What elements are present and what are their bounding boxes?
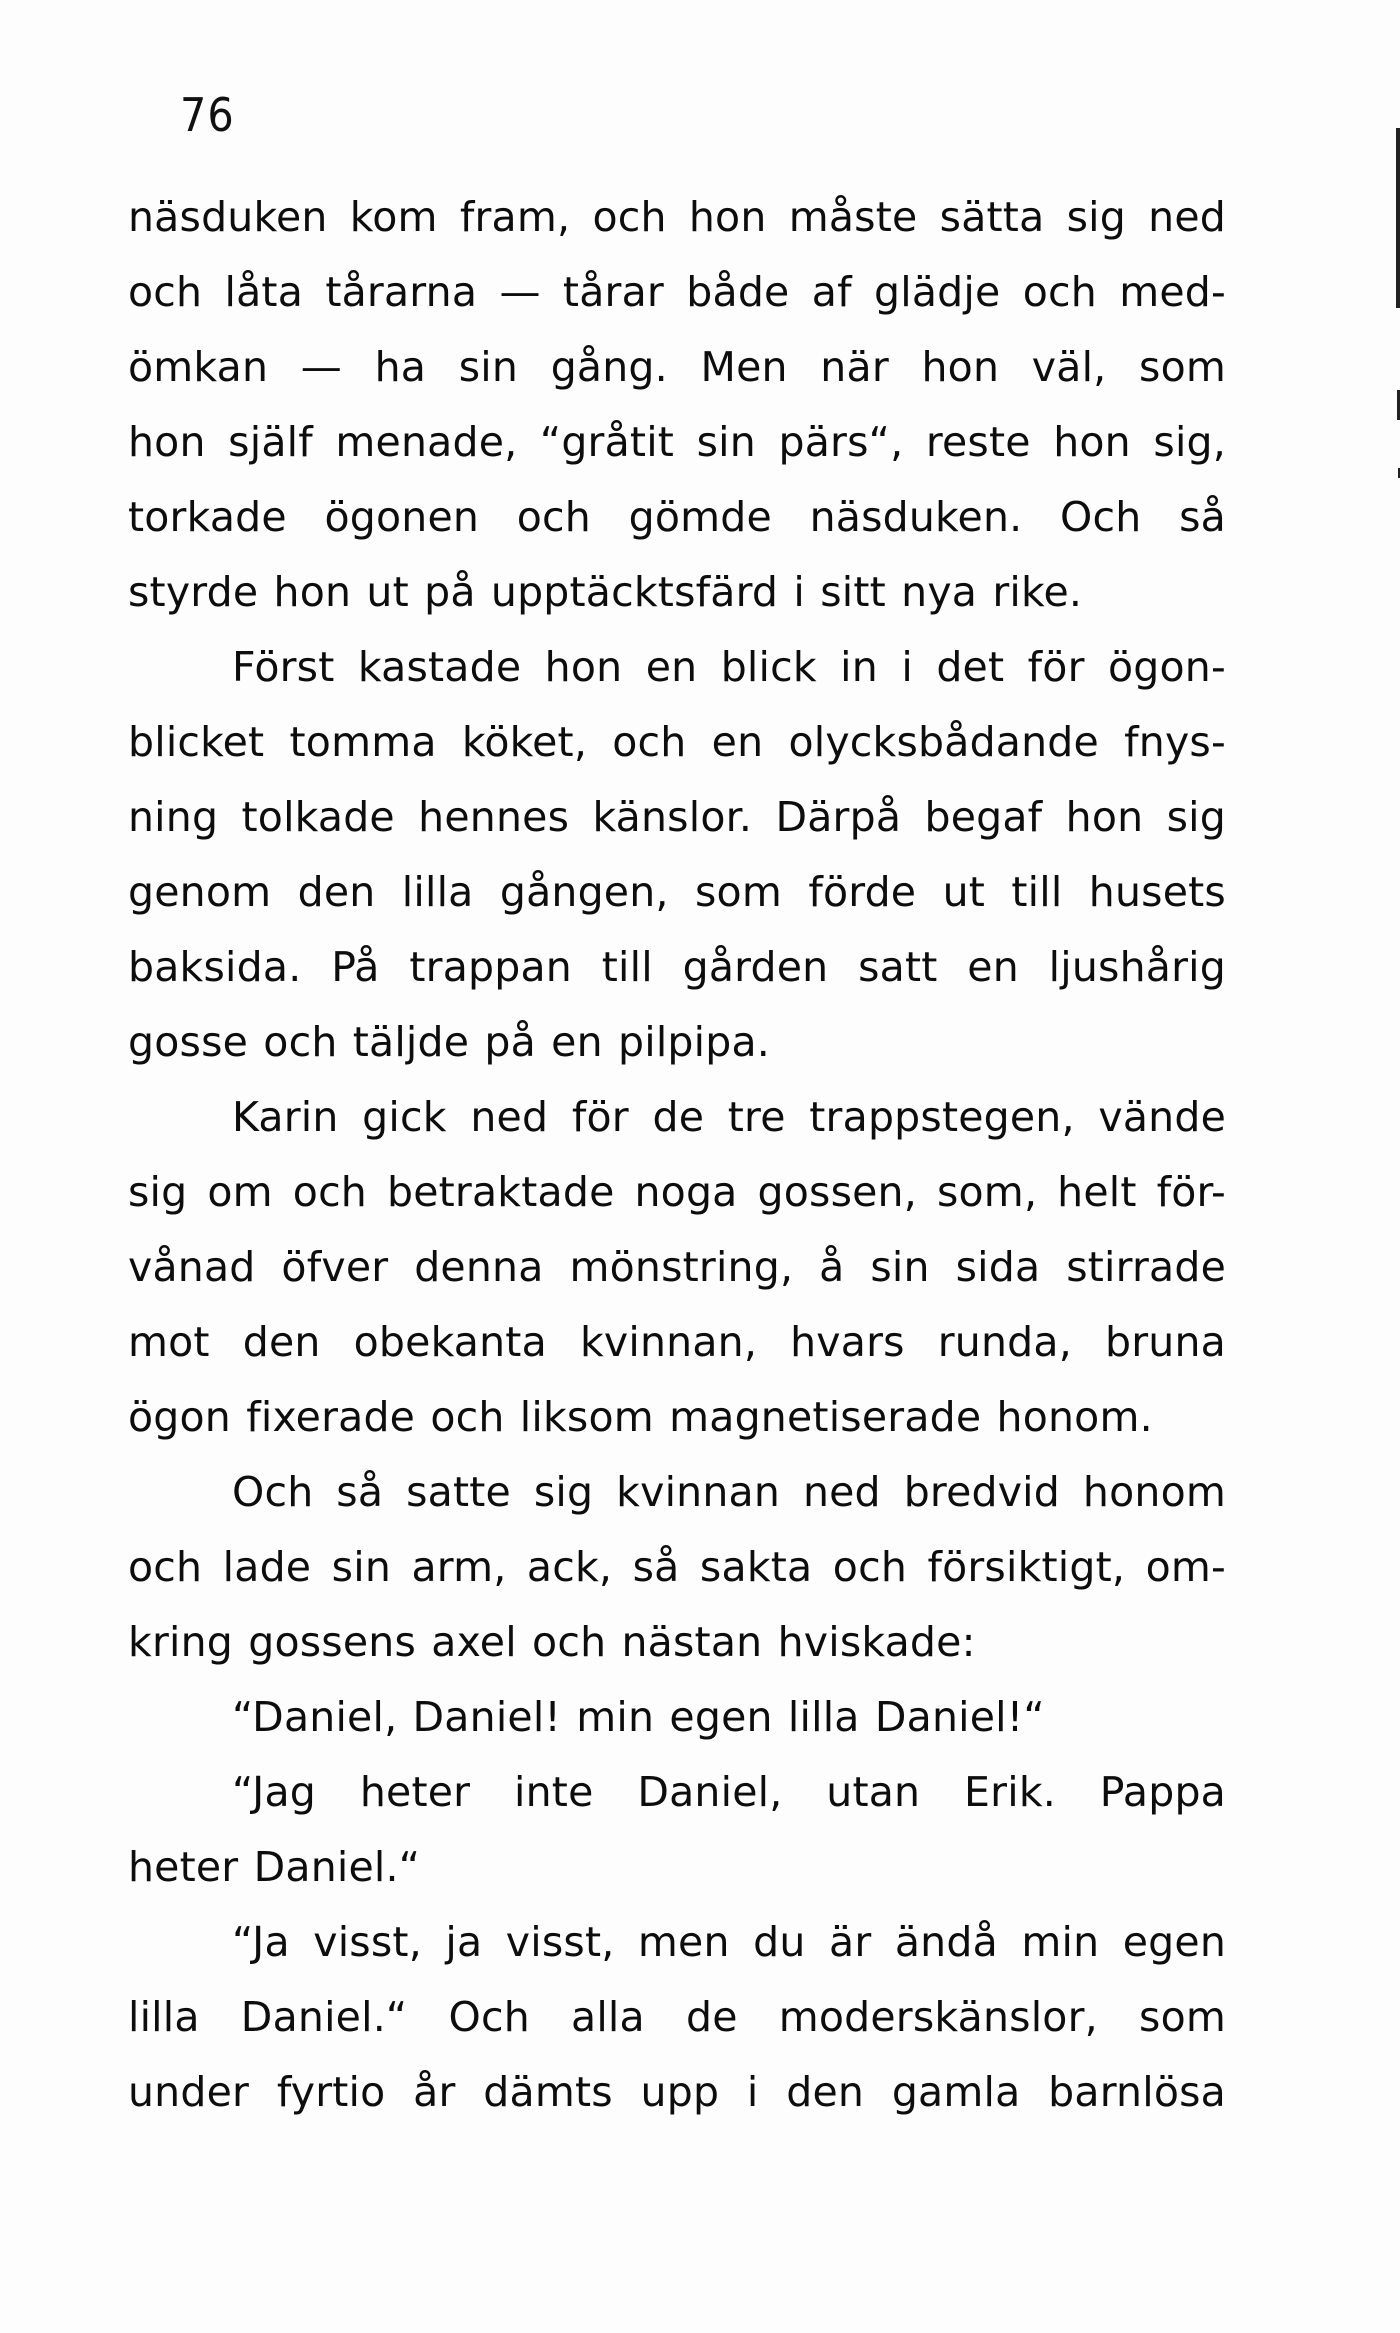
text-line: och lade sin arm, ack, så sakta och försiktigt, om- xyxy=(128,1543,1226,1591)
scan-edge-mark xyxy=(1396,128,1400,308)
text-line: Karin gick ned för de tre trappstegen, vände xyxy=(232,1093,1226,1141)
text-line: vånad öfver denna mönstring, å sin sida stirrade xyxy=(128,1243,1226,1291)
text-line: styrde hon ut på upptäcktsfärd i sitt nya rike. xyxy=(128,568,1083,616)
text-line: och låta tårarna — tårar både af glädje och med- xyxy=(128,268,1226,316)
text-line: under fyrtio år dämts upp i den gamla barnlösa xyxy=(128,2068,1226,2116)
page-number: 76 xyxy=(180,88,235,142)
text-line: ögon fixerade och liksom magnetiserade honom. xyxy=(128,1393,1153,1441)
text-line: kring gossens axel och nästan hviskade: xyxy=(128,1618,976,1666)
text-line: “Daniel, Daniel! min egen lilla Daniel!“ xyxy=(232,1693,1045,1741)
text-line: Och så satte sig kvinnan ned bredvid honom xyxy=(232,1468,1226,1516)
text-line: sig om och betraktade noga gossen, som, helt för- xyxy=(128,1168,1226,1216)
text-line: mot den obekanta kvinnan, hvars runda, bruna xyxy=(128,1318,1226,1366)
text-line: baksida. På trappan till gården satt en ljushårig xyxy=(128,943,1226,991)
text-line: ning tolkade hennes känslor. Därpå begaf hon sig xyxy=(128,793,1226,841)
text-line: gosse och täljde på en pilpipa. xyxy=(128,1018,771,1066)
text-line: “Ja visst, ja visst, men du är ändå min egen xyxy=(232,1918,1226,1966)
text-line: hon själf menade, “gråtit sin pärs“, reste hon sig, xyxy=(128,418,1226,466)
text-line: heter Daniel.“ xyxy=(128,1843,421,1891)
text-line: näsduken kom fram, och hon måste sätta sig ned xyxy=(128,193,1226,241)
text-line: “Jag heter inte Daniel, utan Erik. Pappa xyxy=(232,1768,1226,1816)
body-text xyxy=(128,180,1226,2130)
text-line: ömkan — ha sin gång. Men när hon väl, som xyxy=(128,343,1226,391)
text-line: genom den lilla gången, som förde ut till husets xyxy=(128,868,1226,916)
text-line: lilla Daniel.“ Och alla de moderskänslor, som xyxy=(128,1993,1226,2041)
text-line: Först kastade hon en blick in i det för ögon- xyxy=(232,643,1226,691)
text-line: blicket tomma köket, och en olycksbådande fnys- xyxy=(128,718,1226,766)
text-line: torkade ögonen och gömde näsduken. Och så xyxy=(128,493,1226,541)
